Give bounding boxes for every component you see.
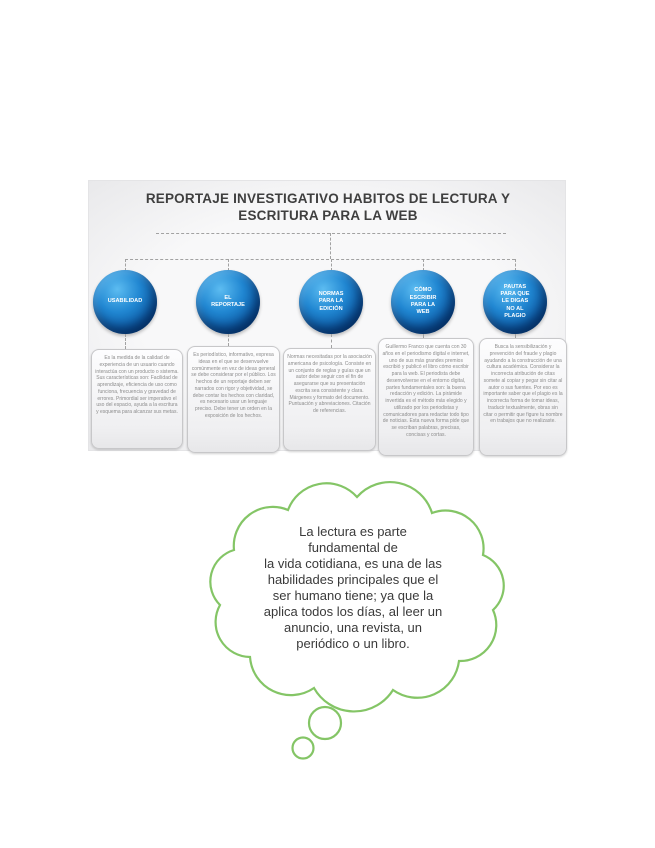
stub-box-2 [228,334,229,346]
title-center-stub [330,233,331,259]
description-box-el-reportaje: Es periodístico, informativo, expresa ideas en el que se desenvuelve comúnmente en vez de ideas general se debe considerar por el público. Los hechos de un reportaje deben ser narrados con rigor y objetividad, se debe contar los hechos con claridad, es necesario usar un lenguaje preciso. Debe tener un orden en la exposición de los hechos. [187,346,280,453]
description-box-como-escribir-web: Guillermo Franco que cuenta con 30 años en el periodismo digital e internet, uno de sus más grandes premios escribió y publicó el libro cómo escribir para la web. El periodista debe desenvolverse en el entorno digital, partes fundamentales son: la buena redacción y edición. La pirámide invertida es el método más elegido y utilizado por los periodistas y comunicadores para redactar todo tipo de noticias. Esta nueva forma pide que se escriban palabras, precisas, concisas y cortas. [378,338,474,456]
topic-sphere-no-al-plagio: PAUTAS PARA QUE LE DIGAS NO AL PLAGIO [483,270,547,334]
stub-box-3 [331,334,332,348]
title-rail-line [156,233,506,234]
topic-sphere-usabilidad: USABILIDAD [93,270,157,334]
diagram-title: REPORTAJE INVESTIGATIVO HABITOS DE LECTURA Y ESCRITURA PARA LA WEB [145,191,511,223]
topic-sphere-como-escribir-web: CÓMO ESCRIBIR PARA LA WEB [391,270,455,334]
main-rail-line [125,259,515,260]
topic-sphere-el-reportaje: EL REPORTAJE [196,270,260,334]
description-box-usabilidad: Es la medida de la calidad de experiencia de un usuario cuando interactúa con un producto o sistema. Sus características son: Facilidad de aprendizaje, eficiencia de uso como funciona, frecuencia y gravedad de errores. Primordial ser imperativo el uso del espacio, ayuda a la escritura y esquema para alcanzar sus metas. [91,349,183,449]
concept-map-panel [88,180,566,451]
description-box-no-al-plagio: Busca la sensibilización y prevención del fraude y plagio ayudando a la construcción de una cultura académica. Considerar la incorrecta atribución de citas somete al copiar y pegar sin citar al autor o sus fuentes. Por eso es importante saber que el plagio es la incorrecta forma de tomar ideas, traducir textualmente, obras sin citar o permitir que figure tu nombre en trabajos que no realizaste. [479,338,567,456]
thought-bubble-text: La lectura es parte fundamental de la vida cotidiana, es una de las habilidades principales que el ser humano tiene; ya que la aplica todos los días, al leer un anuncio, una revista, un periódico o un libro. [263,524,443,651]
topic-sphere-normas-edicion: NORMAS PARA LA EDICIÓN [299,270,363,334]
stub-box-1 [125,334,126,349]
description-box-normas-edicion: Normas necesitadas por la asociación americana de psicología. Consiste en un conjunto de reglas y guías que un autor debe seguir con el fin de asegurarse que su presentación escrita sea consistente y clara. Márgenes y formato del documento. Puntuación y abreviaciones. Citación de referencias. [283,348,376,451]
